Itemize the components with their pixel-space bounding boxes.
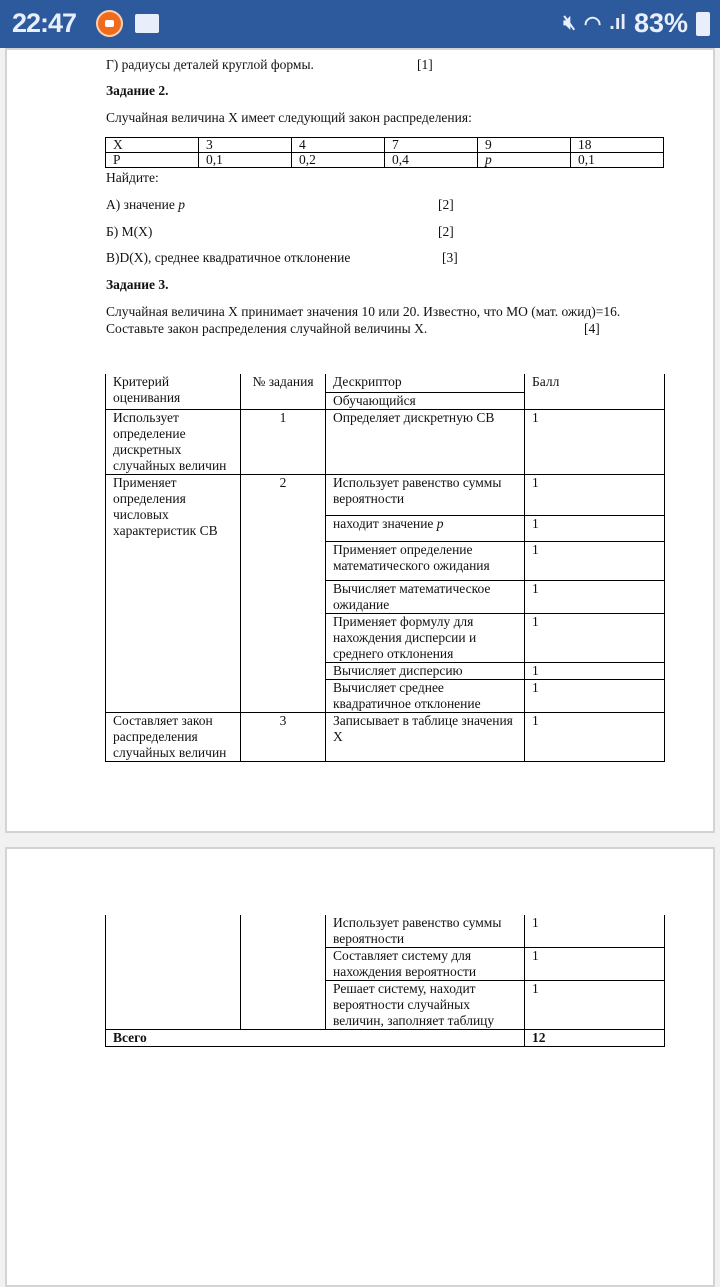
task-cell: 1 <box>241 409 326 474</box>
criterion-cell: Составляет закон распределения случайных величин <box>106 712 241 761</box>
battery-percent: 83% <box>633 8 688 38</box>
header-task-no: № задания <box>241 374 326 409</box>
mute-icon: 🔇︎ <box>563 12 576 34</box>
cell: 18 <box>571 138 664 153</box>
cell: P <box>106 153 199 168</box>
descriptor-text: находит значение <box>333 515 437 531</box>
wifi-icon: ◠ <box>583 13 602 35</box>
rubric-table <box>105 374 665 762</box>
cell: 9 <box>478 138 571 153</box>
cell: p <box>478 153 571 168</box>
task2-title: Задание 2. <box>106 83 169 98</box>
total-label: Всего <box>106 1030 525 1047</box>
descriptor-cell: Использует равенство суммы вероятности <box>326 915 525 948</box>
task-cell: 3 <box>241 712 326 761</box>
item-a-var: p <box>178 197 185 212</box>
item-a-score: [2] <box>438 197 454 212</box>
header-score: Балл <box>525 374 665 409</box>
cell: 4 <box>292 138 385 153</box>
score-cell: 1 <box>525 409 665 474</box>
item-c-score: [3] <box>442 250 458 265</box>
score-cell: 1 <box>525 474 665 515</box>
table-row <box>106 409 665 474</box>
cell: 7 <box>385 138 478 153</box>
table-row <box>106 712 665 761</box>
find-label: Найдите: <box>106 170 159 185</box>
mi-app-icon <box>96 10 123 37</box>
folder-icon <box>135 14 159 33</box>
descriptor-cell: Вычисляет среднее квадратичное отклонение <box>326 679 525 712</box>
score-cell: 1 <box>525 712 665 761</box>
task3-line1: Случайная величина Х принимает значения 10 или 20. Известно, что МО (мат. ожид)=16. <box>106 304 621 319</box>
cell: 0,1 <box>571 153 664 168</box>
item-b-score: [2] <box>438 224 454 239</box>
task3-score: [4] <box>584 321 600 336</box>
criterion-cell: Применяет определения числовых характеристик СВ <box>106 474 241 712</box>
score-cell: 1 <box>525 613 665 662</box>
line-g: Г) радиусы деталей круглой формы. <box>106 57 314 72</box>
header-criterion: Критерий оценивания <box>106 374 241 409</box>
table-row <box>106 474 665 515</box>
descriptor-var: p <box>436 515 444 531</box>
task-cell <box>241 915 326 1030</box>
score-cell: 1 <box>525 580 665 613</box>
descriptor-cell: Вычисляет математическое ожидание <box>326 580 525 613</box>
descriptor-cell: Применяет определение математического ожидания <box>326 541 525 580</box>
total-value: 12 <box>525 1030 665 1047</box>
cell: 0,1 <box>199 153 292 168</box>
descriptor-cell: Решает систему, находит вероятности случайных величин, заполняет таблицу <box>326 981 525 1030</box>
score-cell: 1 <box>525 515 665 541</box>
signal-icon: .ıl <box>609 12 626 34</box>
score-cell: 1 <box>525 662 665 679</box>
status-bar <box>0 0 720 48</box>
task3-line2: Составьте закон распределения случайной величины Х. <box>106 321 428 336</box>
task2-text: Случайная величина Х имеет следующий закон распределения: <box>106 110 472 125</box>
descriptor-cell: Использует равенство суммы вероятности <box>326 474 525 515</box>
score-cell: 1 <box>525 981 665 1030</box>
score-cell: 1 <box>525 679 665 712</box>
header-learner: Обучающийся <box>326 392 525 409</box>
descriptor-cell <box>326 515 525 541</box>
item-b: Б) М(Х) <box>106 224 153 239</box>
cell: X <box>106 138 199 153</box>
header-descriptor: Дескриптор <box>326 374 525 392</box>
clock: 22:47 <box>12 8 77 38</box>
total-row <box>106 1030 665 1047</box>
distribution-table <box>105 137 664 168</box>
item-a: А) значение <box>106 197 179 212</box>
criterion-cell <box>106 915 241 1030</box>
cell: 0,4 <box>385 153 478 168</box>
score-cell: 1 <box>525 948 665 981</box>
descriptor-cell: Вычисляет дисперсию <box>326 662 525 679</box>
criterion-cell: Использует определение дискретных случайных величин <box>106 409 241 474</box>
descriptor-cell: Применяет формулу для нахождения дисперсии и среднего отклонения <box>326 613 525 662</box>
score-cell: 1 <box>525 541 665 580</box>
table-row <box>106 153 664 168</box>
rubric-table-continued <box>105 915 665 1047</box>
score-cell: 1 <box>525 915 665 948</box>
table-row <box>106 138 664 153</box>
document-page-2 <box>5 847 715 1287</box>
task-cell: 2 <box>241 474 326 712</box>
item-c: В)D(X), среднее квадратичное отклонение <box>106 250 351 265</box>
task3-title: Задание 3. <box>106 277 169 292</box>
cell: 3 <box>199 138 292 153</box>
descriptor-cell: Составляет систему для нахождения вероятности <box>326 948 525 981</box>
descriptor-cell: Записывает в таблице значения Х <box>326 712 525 761</box>
line-g-score: [1] <box>417 57 433 72</box>
descriptor-cell: Определяет дискретную СВ <box>326 409 525 474</box>
battery-icon <box>696 12 710 36</box>
cell: 0,2 <box>292 153 385 168</box>
